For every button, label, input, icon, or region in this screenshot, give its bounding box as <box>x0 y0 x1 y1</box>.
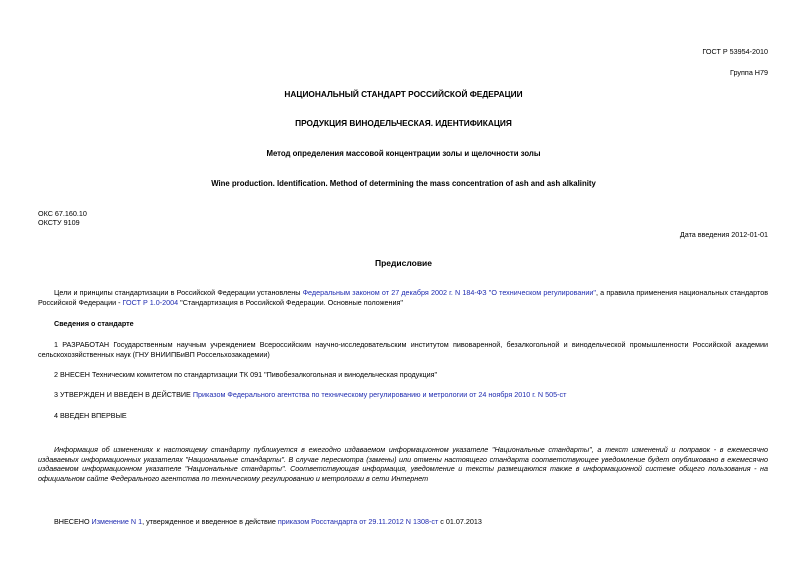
national-standard-title: НАЦИОНАЛЬНЫЙ СТАНДАРТ РОССИЙСКОЙ ФЕДЕРАЦИИ <box>284 89 523 99</box>
method-title-en: Wine production. Identification. Method of determining the mass concentration of ash and ash alkalinity <box>211 179 596 188</box>
foreword-paragraph <box>38 288 768 307</box>
federal-law-link[interactable]: Федеральным законом от 27 декабря 2002 г. N 184-ФЗ "О техническом регулировании" <box>302 288 596 297</box>
info-item-1: 1 РАЗРАБОТАН Государственным научным учреждением Всероссийским научно-исследовательским институтом пивоваренной, безалкогольной и винодельческой промышленности Российской академии сельскохозяйственных наук (ГНУ ВНИИПБиВП Россельхозакадемии) <box>38 340 768 359</box>
changes-notice: Информация об изменениях к настоящему стандарту публикуется в ежегодно издаваемом информационном указателе "Национальные стандарты", а текст изменений и поправок - в ежемесячно издаваемых информационных указателях "Национальные стандарты". В случае пересмотра (замены) или отмены настоящего стандарта соответствующее уведомление будет опубликовано в ежемесячно издаваемом информационном указателе "Национальные стандарты". Соответствующая информация, уведомление и тексты размещаются также в информационной системе общего пользования - на официальном сайте Федерального агентства по техническому регулированию и метрологии в сети Интернет <box>38 445 768 484</box>
amendment-text-2: , утвержденное и введенное в действие <box>142 517 278 526</box>
method-title-ru: Метод определения массовой концентрации золы и щелочности золы <box>266 149 541 158</box>
info-item-3 <box>54 390 768 400</box>
introduction-date: Дата введения 2012-01-01 <box>679 230 768 239</box>
order-505-st-link[interactable]: Приказом Федерального агентства по техническому регулированию и метрологии от 24 ноября 2010 г. N 505-ст <box>192 390 567 399</box>
amendment-1-link[interactable]: Изменение N 1 <box>91 517 143 526</box>
document-code: ГОСТ Р 53954-2010 <box>702 47 768 56</box>
amendment-text-1: ВНЕСЕНО <box>54 517 92 526</box>
amendment-line <box>54 517 768 527</box>
group-code: Группа Н79 <box>730 68 768 77</box>
gost-r-1-0-2004-link[interactable]: ГОСТ Р 1.0-2004 <box>122 297 179 307</box>
amendment-text-3: с 01.07.2013 <box>438 517 482 526</box>
foreword-text-2: , а правила применения национальных стандартов Российской Федерации - <box>38 288 769 307</box>
foreword-text-1: Цели и принципы стандартизации в Российской Федерации установлены <box>54 288 303 297</box>
product-title: ПРОДУКЦИЯ ВИНОДЕЛЬЧЕСКАЯ. ИДЕНТИФИКАЦИЯ <box>295 118 512 128</box>
okstu-code: ОКСТУ 9109 <box>38 218 80 227</box>
oks-code: ОКС 67.160.10 <box>38 209 87 218</box>
rosstandart-order-link[interactable]: приказом Росстандарта от 29.11.2012 N 1308-ст <box>277 517 439 526</box>
foreword-text-3: "Стандартизация в Российской Федерации. Основные положения" <box>178 297 403 307</box>
foreword-heading: Предисловие <box>374 258 433 268</box>
info-item-3-text: 3 УТВЕРЖДЕН И ВВЕДЕН В ДЕЙСТВИЕ <box>54 390 193 399</box>
info-item-4: 4 ВВЕДЕН ВПЕРВЫЕ <box>54 411 127 420</box>
standard-info-heading: Сведения о стандарте <box>54 319 134 328</box>
info-item-2: 2 ВНЕСЕН Техническим комитетом по стандартизации ТК 091 "Пивобезалкогольная и винодельческая продукция" <box>54 370 438 379</box>
